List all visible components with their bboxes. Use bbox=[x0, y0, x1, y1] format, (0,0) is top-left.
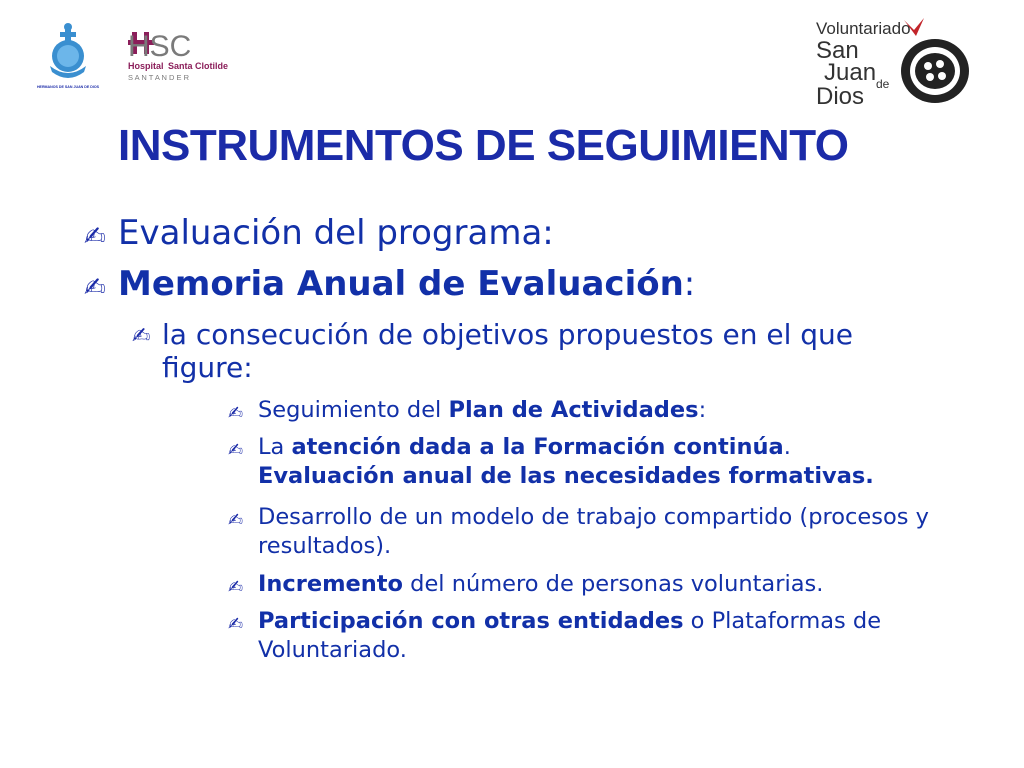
plain-text: del número de personas voluntarias. bbox=[403, 571, 824, 597]
writing-hand-icon: ✍ bbox=[228, 614, 244, 635]
writing-hand-icon: ✍ bbox=[132, 324, 151, 349]
writing-hand-icon: ✍ bbox=[228, 403, 244, 424]
hsc-letters: HSC bbox=[128, 30, 192, 63]
dios-word: Dios bbox=[816, 83, 865, 110]
bullet-item bbox=[228, 396, 706, 428]
writing-hand-icon: ✍ bbox=[228, 440, 244, 461]
bold-text: Memoria Anual de Evaluación bbox=[118, 264, 684, 304]
bullet-text bbox=[258, 433, 958, 491]
writing-hand-icon: ✍ bbox=[228, 577, 244, 598]
bold-text: Plan de Actividades bbox=[448, 397, 699, 423]
bullet-text: Desarrollo de un modelo de trabajo compartido (procesos y resultados). bbox=[258, 504, 929, 559]
bullet-item bbox=[84, 263, 695, 309]
bold-text: atención dada a la Formación continúa bbox=[291, 434, 784, 460]
emblem-caption: HERMANOS DE SAN JUAN DE DIOS bbox=[36, 85, 100, 89]
bold-text: Participación con otras entidades bbox=[258, 608, 684, 634]
writing-hand-icon: ✍ bbox=[228, 510, 244, 531]
bullet-text bbox=[258, 570, 823, 599]
bullet-text bbox=[258, 396, 706, 425]
plain-text: : bbox=[698, 397, 707, 423]
bullet-item bbox=[228, 503, 938, 561]
plain-text: La bbox=[258, 434, 292, 460]
plain-text: o Plataformas de Voluntariado. bbox=[258, 608, 882, 663]
san-word: San bbox=[816, 37, 859, 64]
hsc-city: S A N T A N D E R bbox=[128, 73, 189, 82]
bullet-item bbox=[228, 433, 958, 491]
plain-text: Seguimiento del bbox=[258, 397, 449, 423]
bold-text: Incremento bbox=[258, 571, 404, 597]
bullet-item bbox=[228, 570, 823, 602]
bullet-text bbox=[118, 263, 695, 305]
bullet-text: Evaluación del programa: bbox=[118, 213, 554, 253]
voluntariado-word: Voluntariado bbox=[816, 19, 911, 38]
hsc-name-b: Santa Clotilde bbox=[168, 61, 229, 71]
hsc-name-a: Hospital bbox=[128, 61, 164, 71]
de-word: de bbox=[876, 77, 890, 91]
writing-hand-icon: ✍ bbox=[84, 222, 106, 252]
bullet-text bbox=[258, 607, 948, 665]
juan-word: Juan bbox=[824, 59, 877, 86]
bullet-item bbox=[132, 318, 932, 384]
slide-title: INSTRUMENTOS DE SEGUIMIENTO bbox=[118, 121, 849, 170]
writing-hand-icon: ✍ bbox=[84, 273, 106, 303]
bold-text: Evaluación anual de las necesidades formativas. bbox=[258, 463, 874, 489]
bullet-text: la consecución de objetivos propuestos en el que figure: bbox=[162, 318, 854, 384]
bullet-item bbox=[84, 212, 554, 258]
plain-text: : bbox=[683, 264, 696, 304]
plain-text: . bbox=[783, 434, 791, 460]
bullet-item bbox=[228, 607, 948, 665]
